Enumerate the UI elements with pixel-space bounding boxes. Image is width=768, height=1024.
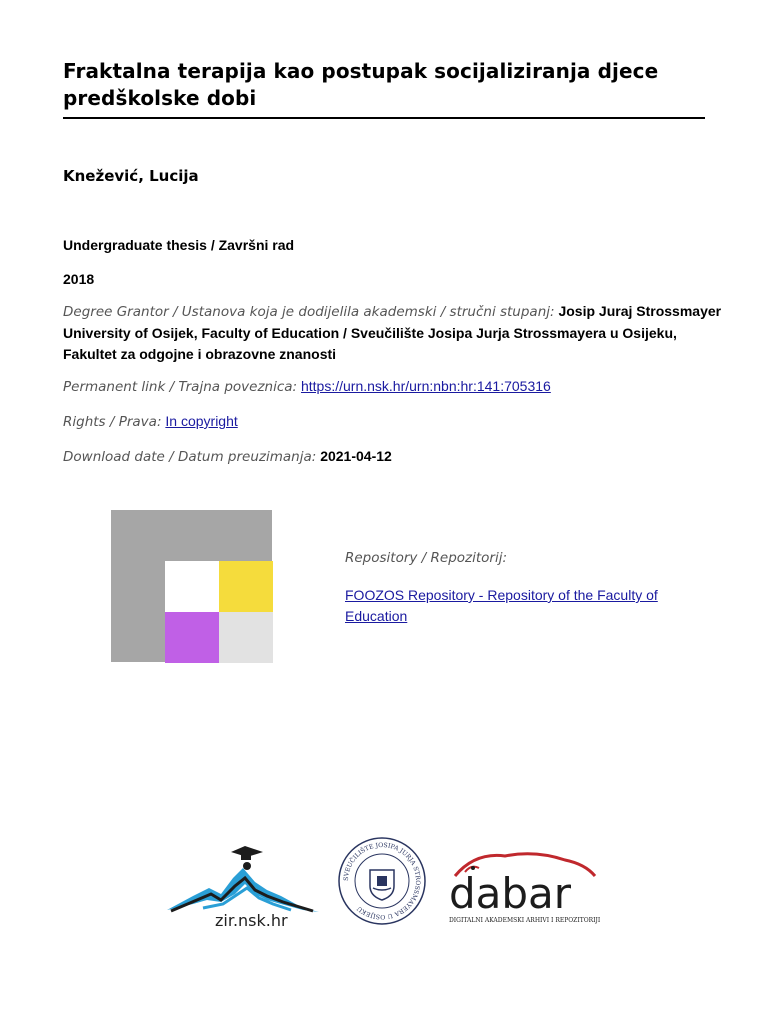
thesis-year: 2018 xyxy=(63,271,95,287)
download-date-label: Download date / Datum preuzimanja: xyxy=(63,449,317,465)
dabar-logo-subtitle: DIGITALNI AKADEMSKI ARHIVI I REPOZITORIJI xyxy=(449,917,601,924)
rights xyxy=(63,411,723,433)
rights-label: Rights / Prava: xyxy=(63,414,162,430)
seal-text: SVEUČILIŠTE JOSIPA JURJA STROSSMAYERA U OSIJEKU xyxy=(342,841,422,921)
dabar-logo xyxy=(445,846,605,926)
logo-square-white xyxy=(165,561,219,612)
download-date-value: 2021-04-12 xyxy=(320,448,392,464)
degree-grantor-label: Degree Grantor / Ustanova koja je dodijelila akademski / stručni stupanj: xyxy=(63,304,555,320)
author-name: Knežević, Lucija xyxy=(63,167,199,185)
degree-grantor-value: Josip Juraj Strossmayer University of Osijek, Faculty of Education / Sveučilište Josipa Jurja Strossmayera u Osijeku, Fakultet za odgojne i obrazovne znanosti xyxy=(63,303,722,362)
zir-logo xyxy=(163,838,323,930)
zir-logo-text: zir.nsk.hr xyxy=(215,911,288,930)
dabar-logo-text: dabar xyxy=(449,869,572,918)
thesis-type: Undergraduate thesis / Završni rad xyxy=(63,237,295,253)
repository-label: Repository / Repozitorij: xyxy=(345,550,508,566)
permanent-link-label: Permanent link / Trajna poveznica: xyxy=(63,379,298,395)
title-divider xyxy=(63,117,705,119)
repository-logo xyxy=(111,510,272,662)
permanent-link-url[interactable]: https://urn.nsk.hr/urn:nbn:hr:141:705316 xyxy=(300,378,551,394)
university-seal-icon xyxy=(337,836,427,926)
degree-grantor xyxy=(63,301,723,365)
repository-link-wrapper xyxy=(345,585,675,627)
document-title: Fraktalna terapija kao postupak socijaliziranja djece predškolske dobi xyxy=(63,59,659,110)
repository-link[interactable]: FOOZOS Repository - Repository of the Faculty of Education xyxy=(345,587,658,624)
logo-square-yellow xyxy=(219,561,273,612)
logo-square-light-gray xyxy=(219,612,273,663)
rights-link[interactable]: In copyright xyxy=(165,413,238,429)
download-date xyxy=(63,446,723,468)
permanent-link xyxy=(63,376,723,398)
logo-square-purple xyxy=(165,612,219,663)
